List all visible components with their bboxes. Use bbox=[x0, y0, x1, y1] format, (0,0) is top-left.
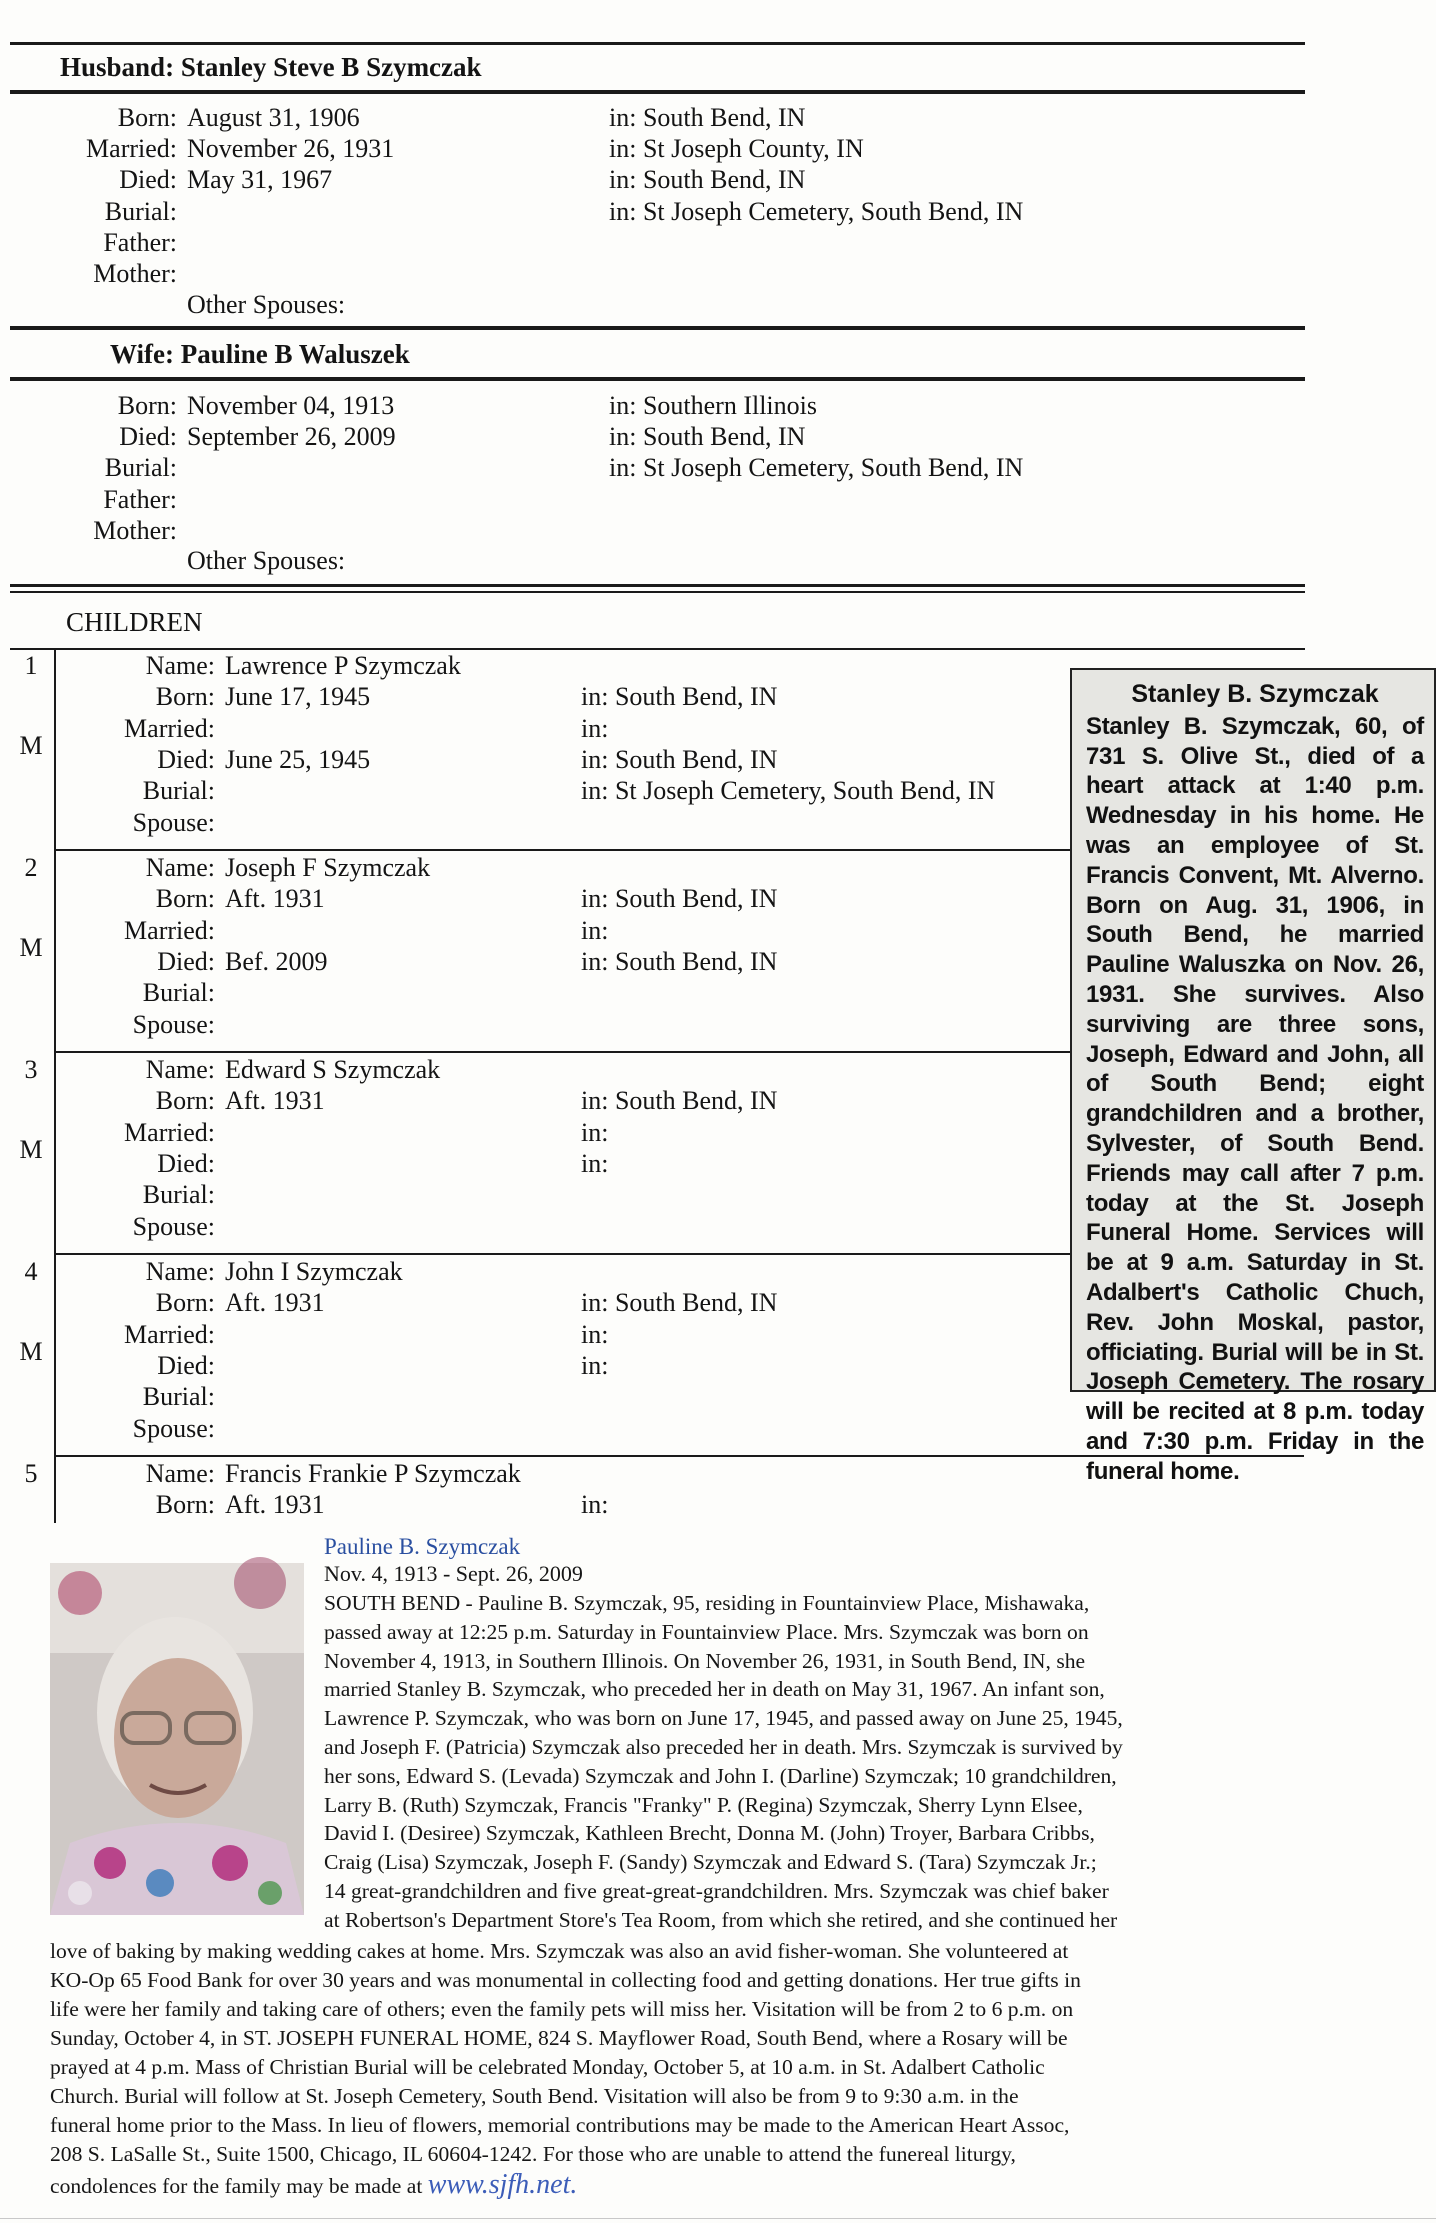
wife-row-label: Born: bbox=[117, 391, 177, 420]
wife-row-place: in: St Joseph Cemetery, South Bend, IN bbox=[609, 453, 1024, 483]
husband-row-label: Died: bbox=[119, 165, 177, 195]
husband-row-place: in: St Joseph County, IN bbox=[609, 134, 864, 164]
clipping-title: Stanley B. Szymczak bbox=[1131, 680, 1379, 708]
child-row-label: Burial: bbox=[142, 1382, 215, 1412]
child-row-label: Died: bbox=[157, 946, 215, 976]
wife-other-spouses: Other Spouses: bbox=[187, 546, 346, 575]
husband-row-place: in: South Bend, IN bbox=[609, 103, 806, 132]
child-row-label: Married: bbox=[124, 1117, 215, 1147]
obituary-line: her sons, Edward S. (Levada) Szymczak and John I. (Darline) Szymczak; 10 grandchildren, bbox=[324, 1763, 1117, 1788]
child-row-value: Joseph F Szymczak bbox=[225, 853, 431, 882]
wife-row-value: September 26, 2009 bbox=[187, 422, 396, 452]
wife-label: Wife: bbox=[110, 339, 174, 369]
child-row-place: in: South Bend, IN bbox=[581, 946, 778, 976]
obituary-line: passed away at 12:25 p.m. Saturday in Fountainview Place. Mrs. Szymczak was born on bbox=[324, 1619, 1089, 1644]
child-row-label: Name: bbox=[145, 1055, 215, 1084]
children-header: CHILDREN bbox=[66, 607, 203, 637]
wife-row-label: Father: bbox=[103, 484, 177, 514]
child-sex: M bbox=[19, 933, 43, 962]
child-row-label: Name: bbox=[145, 1257, 215, 1286]
child-row-label: Spouse: bbox=[132, 1413, 215, 1443]
wife-rule bbox=[10, 377, 1305, 381]
husband-rule bbox=[10, 90, 1305, 94]
obituary-line: Larry B. (Ruth) Szymczak, Francis "Franky" P. (Regina) Szymczak, Sherry Lynn Elsee, bbox=[324, 1792, 1083, 1817]
child-sex: M bbox=[19, 1337, 43, 1366]
child-number: 5 bbox=[24, 1459, 38, 1488]
child-row-label: Name: bbox=[145, 1459, 215, 1488]
newspaper-clipping bbox=[1070, 668, 1436, 1485]
obituary-line: funeral home prior to the Mass. In lieu of flowers, memorial contributions may be made to the American Heart Assoc, bbox=[50, 2113, 1070, 2137]
child-number: 3 bbox=[24, 1055, 38, 1084]
child-row-label: Name: bbox=[145, 651, 215, 680]
wife-header bbox=[110, 339, 410, 370]
wife-row-place: in: South Bend, IN bbox=[609, 422, 806, 452]
husband-row-label: Mother: bbox=[93, 259, 177, 288]
obituary-line: Church. Burial will follow at St. Joseph Cemetery, South Bend. Visitation will also be from 9 to 9:30 a.m. in the bbox=[50, 2084, 1019, 2108]
children-top-rule-1 bbox=[10, 584, 1305, 587]
obituary-line: Sunday, October 4, in ST. JOSEPH FUNERAL HOME, 824 S. Mayflower Road, South Bend, where a Rosary will be bbox=[50, 2026, 1068, 2050]
child-row-label: Spouse: bbox=[132, 1211, 215, 1241]
child-row-value: Lawrence P Szymczak bbox=[225, 651, 461, 680]
obituary-line: November 4, 1913, in Southern Illinois. On November 26, 1931, in South Bend, IN, she bbox=[324, 1648, 1086, 1673]
child-row-label: Spouse: bbox=[132, 1009, 215, 1039]
child-row-label: Died: bbox=[157, 1350, 215, 1380]
wife-row-label: Mother: bbox=[93, 515, 177, 545]
child-row-place: in: bbox=[581, 1350, 609, 1380]
child-row-place: in: South Bend, IN bbox=[581, 884, 778, 914]
wife-top-rule bbox=[10, 326, 1305, 330]
child-row-value: Bef. 2009 bbox=[225, 946, 328, 976]
obituary-line: Lawrence P. Szymczak, who was born on June 17, 1945, and passed away on June 25, 1945, bbox=[324, 1706, 1123, 1731]
husband-other-spouses: Other Spouses: bbox=[187, 290, 346, 319]
obituary-line: life were her family and taking care of others; even the family pets will miss her. Visitation will be from 2 to 6 p.m. on bbox=[50, 1997, 1074, 2021]
husband-row-value: May 31, 1967 bbox=[187, 165, 333, 195]
child-sex: M bbox=[19, 1135, 43, 1164]
child-row-label: Born: bbox=[155, 884, 215, 914]
obituary-line: prayed at 4 p.m. Mass of Christian Burial will be celebrated Monday, October 5, at 10 a.m. in St. Adalbert Catholic bbox=[50, 2055, 1045, 2079]
child-row-value: Edward S Szymczak bbox=[225, 1055, 441, 1084]
obituary-name: Pauline B. Szymczak bbox=[324, 1534, 521, 1559]
obituary-line: 14 great-grandchildren and five great-great-grandchildren. Mrs. Szymczak was chief baker bbox=[324, 1879, 1109, 1903]
child-row-place: in: South Bend, IN bbox=[581, 682, 778, 712]
child-row-label: Born: bbox=[155, 1288, 215, 1318]
child-row-place: in: South Bend, IN bbox=[581, 744, 778, 774]
child-row-label: Married: bbox=[124, 713, 215, 743]
child-number: 1 bbox=[24, 651, 38, 680]
wife-row-place: in: Southern Illinois bbox=[609, 391, 817, 420]
obituary-dates: Nov. 4, 1913 - Sept. 26, 2009 bbox=[324, 1561, 583, 1586]
obituary-line: Craig (Lisa) Szymczak, Joseph F. (Sandy) Szymczak and Edward S. (Tara) Szymczak Jr.; bbox=[324, 1850, 1097, 1875]
child-row-label: Name: bbox=[145, 853, 215, 882]
children-top-rule-2 bbox=[10, 591, 1305, 593]
child-row-label: Burial: bbox=[142, 1180, 215, 1210]
child-row-place: in: bbox=[581, 915, 609, 945]
husband-label: Husband: bbox=[60, 52, 175, 82]
obituary-line: 208 S. LaSalle St., Suite 1500, Chicago, IL 60604-1242. For those who are unable to attend the funereal liturgy, bbox=[50, 2142, 1016, 2166]
portrait-photo bbox=[50, 1563, 304, 1915]
child-row-value: June 25, 1945 bbox=[225, 744, 371, 774]
top-rule bbox=[10, 42, 1305, 45]
children-header-rule bbox=[10, 648, 1305, 650]
obituary-line: love of baking by making wedding cakes at home. Mrs. Szymczak was also an avid fisher-woman. She volunteered at bbox=[50, 1939, 1069, 1963]
wife-row-value: November 04, 1913 bbox=[187, 391, 395, 420]
child-number: 2 bbox=[24, 853, 38, 882]
child-row-value: Aft. 1931 bbox=[225, 1490, 325, 1520]
child-sex: M bbox=[19, 731, 43, 760]
child-row-label: Burial: bbox=[142, 978, 215, 1008]
husband-row-label: Burial: bbox=[104, 196, 177, 226]
husband-name: Stanley Steve B Szymczak bbox=[180, 52, 482, 82]
wife-name: Pauline B Waluszek bbox=[180, 339, 410, 369]
obituary-line: SOUTH BEND - Pauline B. Szymczak, 95, residing in Fountainview Place, Mishawaka, bbox=[324, 1591, 1090, 1615]
funeral-home-link[interactable]: www.sjfh.net. bbox=[427, 2169, 578, 2200]
obituary-line: and Joseph F. (Patricia) Szymczak also preceded her in death. Mrs. Szymczak is survived by bbox=[324, 1735, 1123, 1759]
child-row-label: Born: bbox=[155, 682, 215, 712]
husband-row-value: November 26, 1931 bbox=[187, 134, 395, 164]
child-row-value: Aft. 1931 bbox=[225, 1288, 325, 1318]
child-row-value: Aft. 1931 bbox=[225, 1086, 325, 1116]
portrait-image bbox=[50, 1563, 304, 1915]
obituary-line: married Stanley B. Szymczak, who preceded her in death on May 31, 1967. An infant son, bbox=[324, 1677, 1105, 1702]
child-row-place: in: South Bend, IN bbox=[581, 1288, 778, 1318]
wife-row-label: Died: bbox=[119, 422, 177, 452]
obituary-line: David I. (Desiree) Szymczak, Kathleen Brecht, Donna M. (John) Troyer, Barbara Cribbs, bbox=[324, 1821, 1095, 1846]
child-row-label: Born: bbox=[155, 1086, 215, 1116]
child-row-label: Died: bbox=[157, 1148, 215, 1178]
child-row-label: Burial: bbox=[142, 776, 215, 806]
child-row-label: Born: bbox=[155, 1490, 215, 1520]
child-row-place: in: South Bend, IN bbox=[581, 1086, 778, 1116]
child-number: 4 bbox=[24, 1257, 38, 1286]
husband-row-value: August 31, 1906 bbox=[187, 103, 360, 132]
child-row-label: Died: bbox=[157, 744, 215, 774]
husband-row-label: Father: bbox=[103, 227, 177, 257]
child-row-label: Married: bbox=[124, 915, 215, 945]
child-row-value: Aft. 1931 bbox=[225, 884, 325, 914]
child-row-place: in: bbox=[581, 1148, 609, 1178]
obituary-last-line-text: condolences for the family may be made at bbox=[50, 2174, 423, 2198]
husband-row-label: Born: bbox=[117, 103, 177, 132]
child-row-place: in: bbox=[581, 1490, 609, 1520]
child-row-label: Married: bbox=[124, 1319, 215, 1349]
child-row-value: June 17, 1945 bbox=[225, 682, 371, 712]
child-row-place: in: bbox=[581, 713, 609, 743]
obituary-line: at Robertson's Department Store's Tea Room, from which she retired, and she continued her bbox=[324, 1907, 1118, 1932]
child-row-place: in: bbox=[581, 1319, 609, 1349]
child-row-value: Francis Frankie P Szymczak bbox=[225, 1459, 521, 1488]
child-row-place: in: bbox=[581, 1117, 609, 1147]
child-row-value: John I Szymczak bbox=[225, 1257, 403, 1286]
obituary-last-line bbox=[50, 2171, 577, 2201]
clipping-body: Stanley B. Szymczak, 60, of 731 S. Olive St., died of a heart attack at 1:40 p.m. Wednesday in his home. He was an employee of St. Francis Convent, Mt. Alverno. Born on Aug. 31, 1906, in South Bend, he married Pauline Waluszka on Nov. 26, 1931. She survives. Also surviving are three sons, Joseph, Edward and John, all of South Bend; eight grandchildren and a brother, Sylvester, of South Bend. Friends may call after 7 p.m. today at the St. Joseph Funeral Home. Services will be at 9 a.m. Saturday in St. Adalbert's Catholic Chuch, Rev. John Moskal, pastor, officiating. Burial will be in St. Joseph Cemetery. The rosary will be recited at 8 p.m. today and 7:30 p.m. Friday in the funeral home. bbox=[1086, 712, 1424, 1485]
husband-row-place: in: South Bend, IN bbox=[609, 165, 806, 195]
child-row-place: in: St Joseph Cemetery, South Bend, IN bbox=[581, 776, 996, 806]
child-row-label: Spouse: bbox=[132, 807, 215, 837]
obituary-line: KO-Op 65 Food Bank for over 30 years and was monumental in collecting food and getting donations. Her true gifts in bbox=[50, 1968, 1081, 1992]
wife-row-label: Burial: bbox=[104, 453, 177, 483]
bottom-edge bbox=[0, 2218, 1436, 2219]
husband-row-place: in: St Joseph Cemetery, South Bend, IN bbox=[609, 196, 1024, 226]
husband-row-label: Married: bbox=[86, 134, 177, 164]
husband-header bbox=[60, 52, 482, 83]
